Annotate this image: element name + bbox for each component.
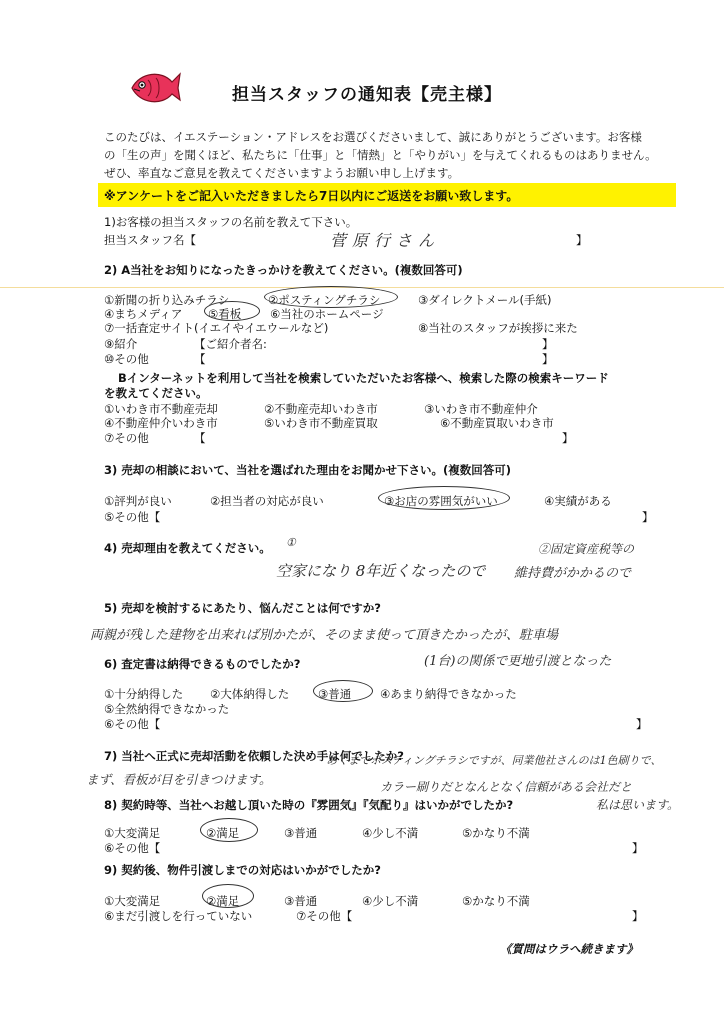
q4-answer-marker: ① — [286, 536, 296, 549]
page-title: 担当スタッフの通知表【売主様】 — [232, 85, 502, 105]
q3-option: ⑤その他【 — [104, 510, 161, 524]
q2a-other-close: 】 — [542, 352, 554, 366]
q2a-option: ⑤看板 — [208, 307, 242, 321]
q5-answer: (1台)の関係で更地引渡となった — [424, 654, 612, 669]
notice-banner-text: ※アンケートをご記入いただきましたら7日以内にご返送をお願い致します。 — [104, 189, 519, 203]
q6-option: ③普通 — [318, 687, 352, 701]
q2b-option: ④不動産仲介いわき市 — [104, 416, 218, 430]
q9-option: ②満足 — [206, 894, 240, 908]
q8-option: ④少し不満 — [362, 826, 419, 840]
q2a-option: ⑧当社のスタッフが挨拶に来た — [418, 321, 578, 335]
q6-other-close: 】 — [636, 717, 648, 731]
q2a-option: ⑥当社のホームページ — [270, 307, 384, 321]
q5-answer: 両親が残した建物を出来れば別かたが、そのまま使って頂きたかったが、駐車場 — [90, 628, 559, 643]
q2b-option: ②不動産売却いわき市 — [264, 402, 378, 416]
answer-circle — [378, 486, 510, 510]
q2a-option: ③ダイレクトメール(手紙) — [418, 293, 552, 307]
q6-option: ⑤全然納得できなかった — [104, 702, 230, 716]
q3-option: ④実績がある — [544, 494, 612, 508]
q9-option: ⑤かなり不満 — [462, 894, 530, 908]
q7-answer: まず、看板が目を引きつけます。 — [86, 772, 272, 787]
q3-option: ②担当者の対応が良い — [210, 494, 324, 508]
intro-line: このたびは、イエステーション・アドレスをお選びくださいまして、誠にありがとうございます。お客様 — [104, 130, 642, 144]
q2a-option: ②ポスティングチラシ — [268, 293, 381, 307]
q4-answer-marker: ②固定資産税等の — [538, 542, 635, 556]
intro-line: ぜひ、率直なご意見を教えてくださいますようお願い申し上げます。 — [104, 166, 460, 180]
q2a-referrer-label: 【ご紹介者名: — [194, 337, 267, 351]
q5-question: 5) 売却を検討するにあたり、悩んだことは何ですか? — [104, 601, 381, 615]
q2b-option: ③いわき市不動産仲介 — [424, 402, 538, 416]
q6-option: ④あまり納得できなかった — [380, 687, 517, 701]
continue-note: 《質問はウラへ続きます》 — [500, 942, 638, 956]
q8-option: ②満足 — [206, 826, 240, 840]
q7-answer: 私は思います。 — [596, 798, 680, 812]
q2a-option: ④まちメディア — [104, 307, 183, 321]
q2a-other-open: 【 — [194, 352, 206, 366]
q2b-option: ⑤いわき市不動産買取 — [264, 416, 378, 430]
q6-question: 6) 査定書は納得できるものでしたか? — [104, 657, 301, 671]
q1-answer: 菅原行さん — [330, 231, 441, 250]
q9-option: ④少し不満 — [362, 894, 419, 908]
q2a-option: ⑩その他 — [104, 352, 149, 366]
q3-question: 3) 売却の相談において、当社を選ばれた理由をお聞かせ下さい。(複数回答可) — [104, 463, 512, 477]
q6-option: ⑥その他【 — [104, 717, 161, 731]
q3-option: ③お店の雰囲気がいい — [384, 494, 498, 508]
q1-close: 】 — [576, 233, 588, 247]
q7-question: 7) 当社へ正式に売却活動を依頼した決め手は何でしたか? — [104, 749, 404, 763]
q4-question: 4) 売却理由を教えてください。 — [104, 541, 271, 555]
q2a-option: ⑦一括査定サイト(イエイやイエウールなど) — [104, 321, 329, 335]
q3-option: ①評判が良い — [104, 494, 172, 508]
q8-option: ③普通 — [284, 826, 318, 840]
q1-question: 1)お客様の担当スタッフの名前を教えて下さい。 — [104, 215, 358, 229]
q2b-other-close: 】 — [562, 431, 574, 445]
q2b-option: ⑥不動産買取いわき市 — [440, 416, 554, 430]
q4-answer: 維持費がかかるので — [514, 566, 632, 581]
intro-line: の「生の声」を聞くほど、私たちに「仕事」と「情熱」と「やりがい」を与えてくれるものはありません。 — [104, 148, 657, 162]
q2a-option: ⑨紹介 — [104, 337, 138, 351]
q6-option: ①十分納得した — [104, 687, 184, 701]
q9-option: ⑦その他【 — [296, 909, 353, 923]
q2b-option: ⑦その他 — [104, 431, 149, 445]
q7-answer: あくまでポスティングチラシですが、同業他社さんのは1色刷りで、 — [326, 754, 662, 767]
q2b-option: ①いわき市不動産売却 — [104, 402, 218, 416]
q7-answer: カラー刷りだとなんとなく信頼がある会社だと — [380, 780, 633, 794]
answer-circle — [204, 301, 260, 321]
q2a-option: ①新聞の折り込みチラシ — [104, 293, 230, 307]
answer-circle — [313, 680, 373, 702]
q2a-referrer-close: 】 — [542, 337, 554, 351]
q8-other-close: 】 — [632, 841, 644, 855]
q9-option: ①大変満足 — [104, 894, 161, 908]
q8-option: ⑥その他【 — [104, 841, 161, 855]
q8-option: ①大変満足 — [104, 826, 161, 840]
answer-circle — [264, 286, 398, 308]
q6-option: ②大体納得した — [210, 687, 290, 701]
answer-circle — [200, 818, 258, 842]
intro-text — [104, 128, 657, 182]
q2b-question: を教えてください。 — [104, 386, 208, 400]
fish-mascot-icon — [126, 66, 182, 111]
q8-option: ⑤かなり不満 — [462, 826, 530, 840]
answer-circle — [202, 884, 254, 908]
q8-question: 8) 契約時等、当社へお越し頂いた時の『雰囲気』『気配り』はいかがでしたか? — [104, 798, 514, 812]
q9-other-close: 】 — [632, 909, 644, 923]
q4-answer: 空家になり 8年近くなったので — [276, 562, 486, 580]
q2b-question: Bインターネットを利用して当社を検索していただいたお客様へ、検索した際の検索キーワード — [118, 371, 609, 385]
q9-question: 9) 契約後、物件引渡しまでの対応はいかがでしたか? — [104, 863, 381, 877]
q9-option: ⑥まだ引渡しを行っていない — [104, 909, 253, 923]
q9-option: ③普通 — [284, 894, 318, 908]
q2b-other-open: 【 — [194, 431, 206, 445]
notice-banner — [98, 183, 676, 207]
q3-other-close: 】 — [642, 510, 654, 524]
q2a-question: 2) A当社をお知りになったきっかけを教えてください。(複数回答可) — [104, 263, 463, 277]
q1-label: 担当スタッフ名【 — [104, 233, 196, 247]
